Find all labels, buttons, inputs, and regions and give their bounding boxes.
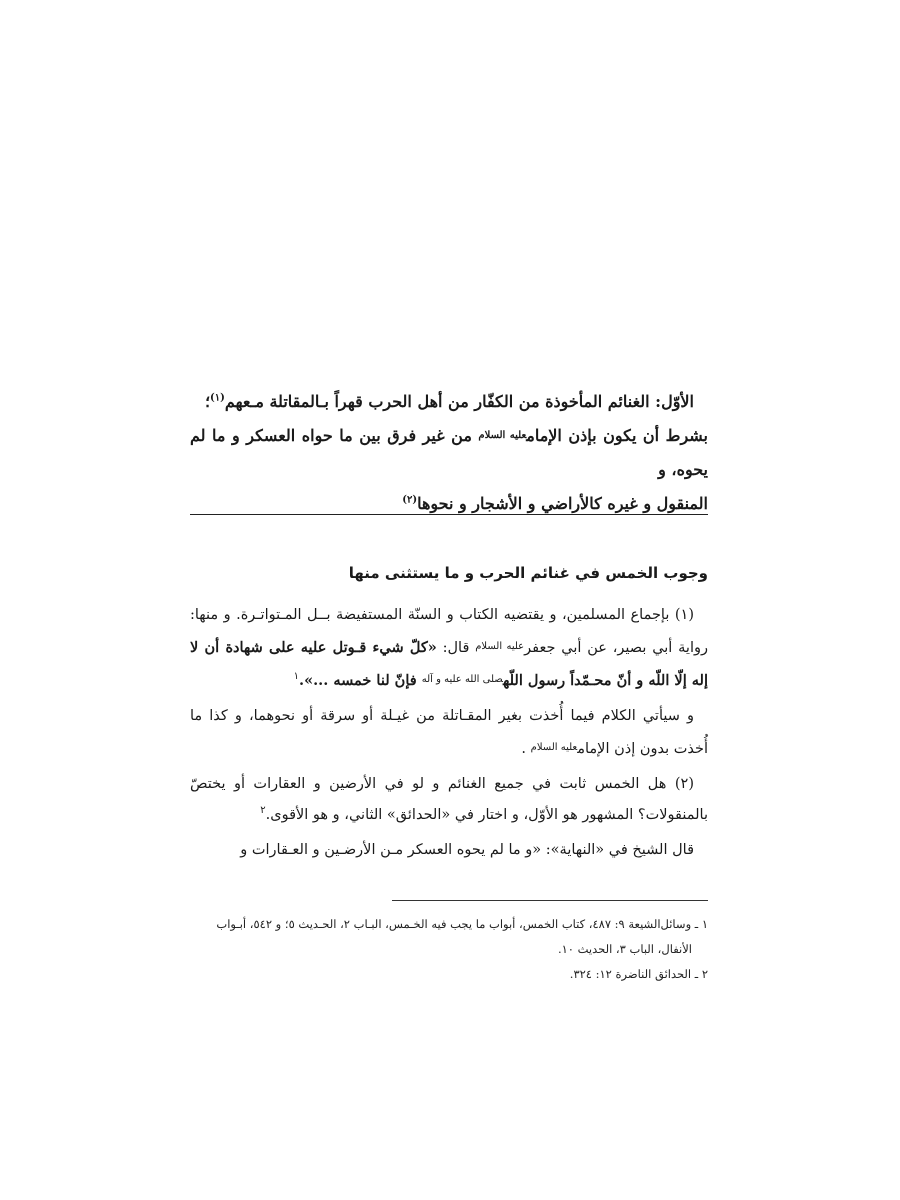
footnote-ref-1: ١: [293, 671, 300, 683]
salutation-mark: عليه السلام: [475, 641, 525, 652]
footnotes: [190, 912, 708, 987]
commentary-paragraph-3: (٢) هل الخمس ثابت في جميع الغنائم و لو في الأرضين و العقارات أو يختصّ بالمنقولات؟ المشهور هو الأوّل، و اختار في «الحدائق» الثاني، و هو الأقوى.$^٢$: [190, 776, 708, 823]
salutation-mark: صلى الله عليه و آله: [421, 674, 503, 685]
matn-line-1: الأوّل: الغنائم المأخوذة من الكفّار من أهل الحرب قهراً بـالمقاتلة مـعهم$^{(١)}$؛: [204, 392, 694, 411]
salutation-mark: عليه السلام: [530, 742, 578, 753]
footnote-ref-2: ٢: [260, 805, 266, 817]
commentary-paragraph-4: قال الشيخ في «النهاية»: «و ما لم يحوه العسكر مـن الأرضـين و العـقارات و: [240, 842, 694, 858]
footnote-1: ١ ـ وسائل‌الشيعة ٩: ٤٨٧، كتاب الخمس، أبواب ما يجب فيه الخـمس، البـاب ٢، الحـديث ٥؛ و ٥٤٢، أبـواب: [216, 917, 708, 931]
footnote-separator: [392, 900, 708, 901]
footnote-2: ٢ ـ الحدائق الناضرة ١٢: ٣٢٤.: [569, 967, 708, 981]
book-page: [190, 0, 708, 1200]
matn-ref-2: (٢): [402, 494, 418, 506]
commentary-text: [190, 600, 708, 870]
matn-line-2: بشرط أن يكون بإذن الإمامعليه السلام من غير فرق بين ما حواه العسكر و ما لم يحوه، و: [190, 426, 708, 479]
commentary-paragraph-2: و سيأتي الكلام فيما أُخذت بغير المقـاتلة من غيـلة أو سرقة أو نحوهما، و كذا ما أُخذت بدون إذن الإمام$^{عليه السلام}$ .: [190, 708, 708, 757]
matn-ref-1: (١): [210, 392, 225, 404]
matn-text: [190, 385, 708, 521]
section-title: وجوب الخمس في غنائم الحرب و ما يستثنى منها: [348, 564, 708, 582]
footnote-1-continued: الأنفال، الباب ٣، الحديث ١٠.: [557, 942, 692, 956]
hadith-quote: «كلّ شيء قـوتل عليه على شهادة أن لا إله إلّا اللّه و أنّ محـمّداً رسول اللّه: [190, 639, 708, 689]
matn-line-3: المنقول و غيره كالأراضي و الأشجار و نحوها$^{(٢)}$: [402, 494, 708, 513]
separator-rule: [190, 514, 708, 515]
commentary-paragraph-1: (١) بإجماع المسلمين، و يقتضيه الكتاب و السنّة المستفيضة بــل المـتواتـرة. و منها: رواية أبي بصير، عن أبي جعفر$^{عليه السلام}$ قال: «كلّ شيء قـوتل عليه على شهادة أن لا إله إلّا اللّه و أنّ محـمّداً رسول اللّه$^{صلى الله عليه و آله}$ فإنّ لنا خمسه ...».$^١$: [190, 607, 708, 689]
salutation-mark: عليه السلام: [478, 430, 527, 441]
